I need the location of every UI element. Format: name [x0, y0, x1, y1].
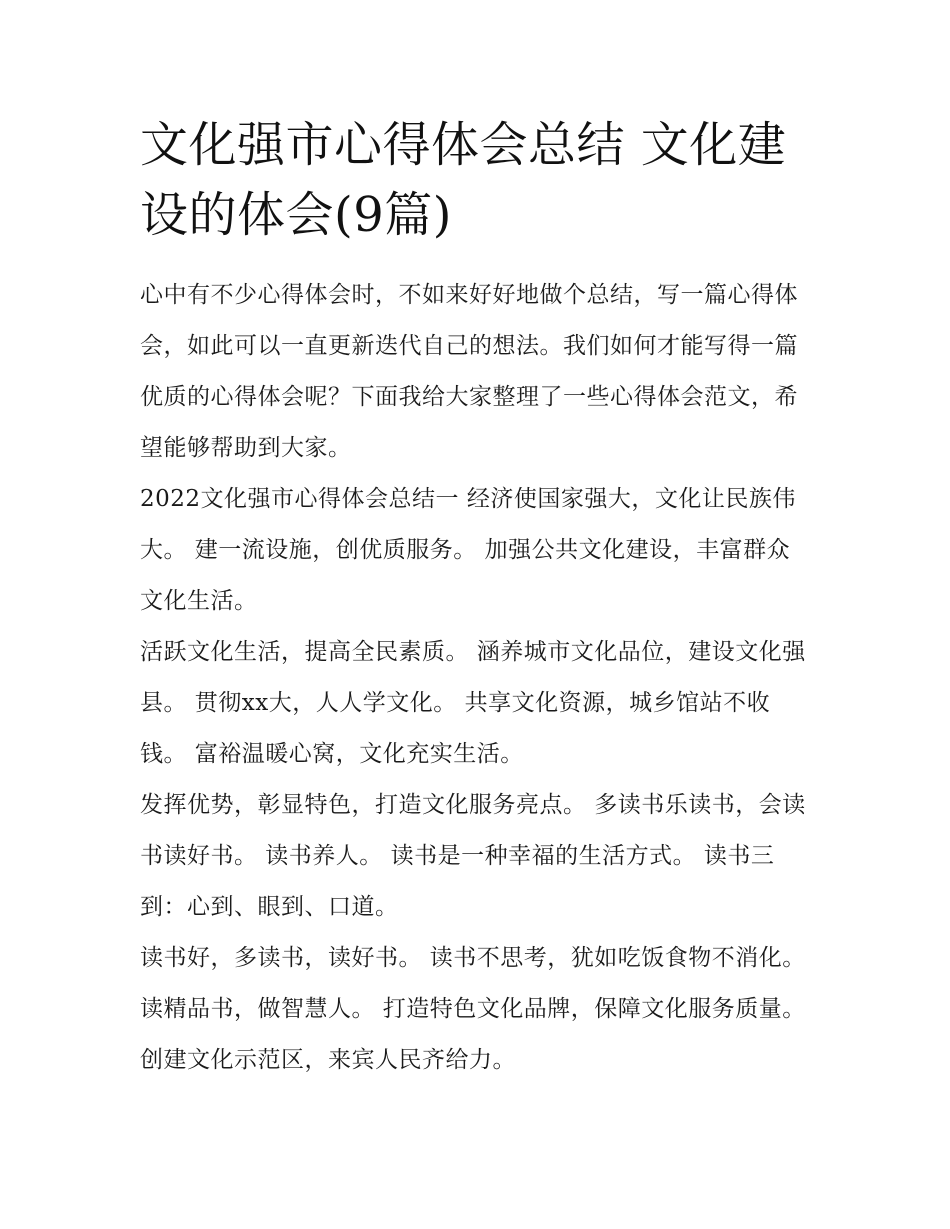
- paragraph-culture-life: 活跃文化生活，提高全民素质。 涵养城市文化品位，建设文化强县。 贯彻xx大，人人学文化。 共享文化资源，城乡馆站不收钱。 富裕温暖心窝，文化充实生活。: [140, 639, 806, 767]
- paragraph-section-one: 2022文化强市心得体会总结一 经济使国家强大，文化让民族伟大。 建一流设施，创优质服务。 加强公共文化建设，丰富群众文化生活。: [140, 486, 796, 614]
- paragraph-intro: 心中有不少心得体会时，不如来好好地做个总结，写一篇心得体会，如此可以一直更新迭代自己的想法。我们如何才能写得一篇优质的心得体会呢？下面我给大家整理了一些心得体会范文，希望能够帮助到大家。: [140, 282, 798, 461]
- paragraph-good-books: 读书好，多读书，读好书。 读书不思考，犹如吃饭食物不消化。 读精品书，做智慧人。 打造特色文化品牌，保障文化服务质量。 创建文化示范区，来宾人民齐给力。: [140, 945, 806, 1073]
- paragraph-reading: 发挥优势，彰显特色，打造文化服务亮点。 多读书乐读书，会读书读好书。 读书养人。 读书是一种幸福的生活方式。 读书三到：心到、眼到、口道。: [140, 792, 806, 920]
- document-page: [140, 110, 812, 1086]
- document-title: 文化强市心得体会总结 文化建设的体会(9篇): [140, 117, 787, 243]
